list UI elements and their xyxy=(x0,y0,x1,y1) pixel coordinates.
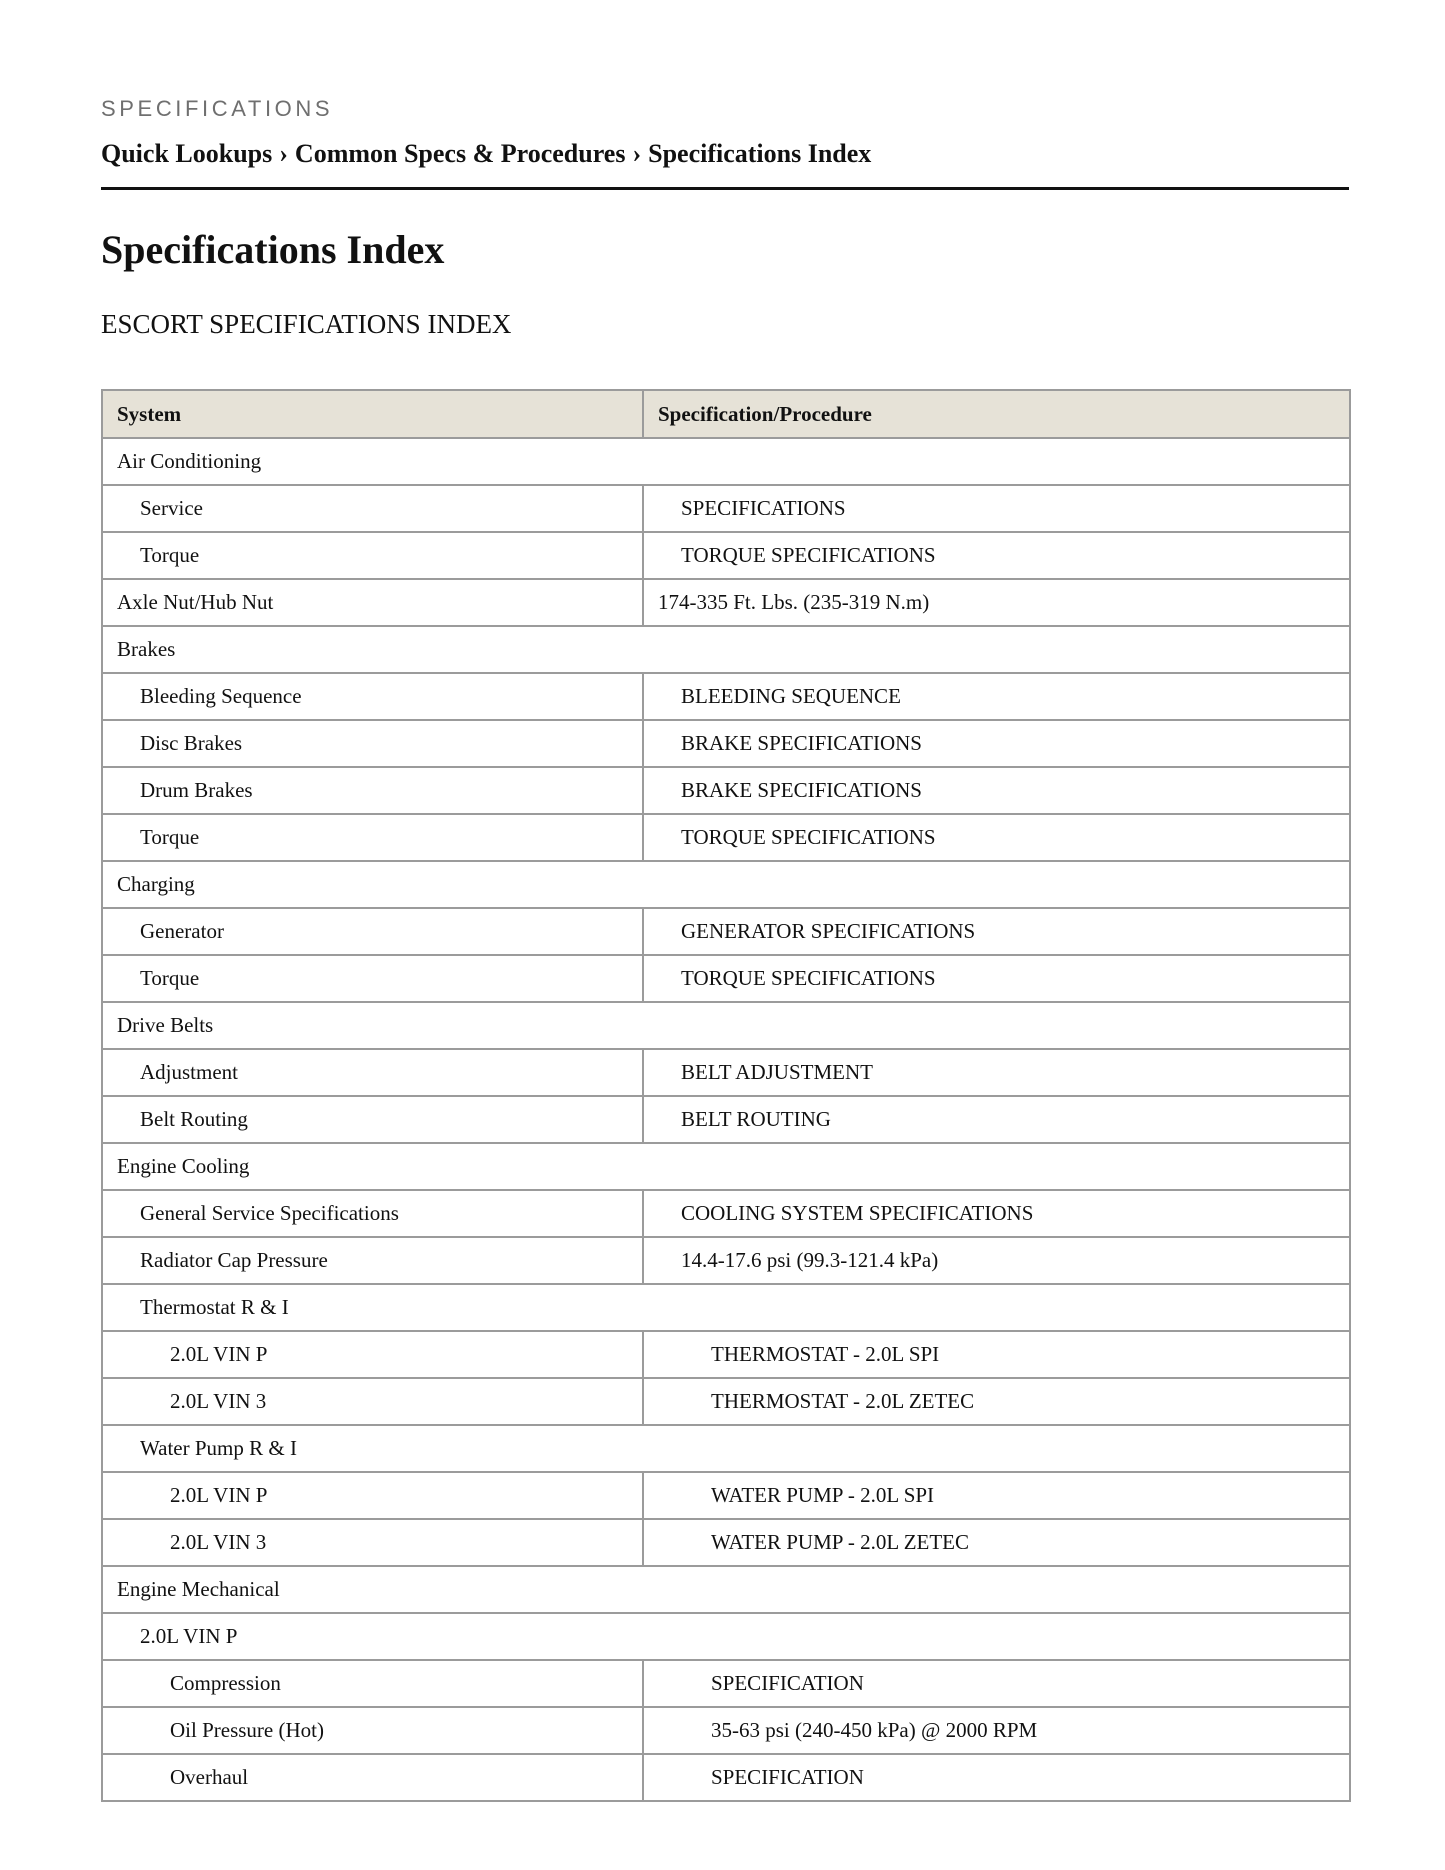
table-row xyxy=(102,1237,1350,1284)
system-cell: Overhaul xyxy=(102,1754,643,1801)
table-row xyxy=(102,767,1350,814)
specification-cell[interactable]: BLEEDING SEQUENCE xyxy=(643,673,1350,720)
specification-cell[interactable]: 14.4-17.6 psi (99.3-121.4 kPa) xyxy=(643,1237,1350,1284)
table-row xyxy=(102,1707,1350,1754)
breadcrumb-separator: › xyxy=(632,139,642,168)
system-cell: Oil Pressure (Hot) xyxy=(102,1707,643,1754)
system-group-cell: Brakes xyxy=(102,626,1350,673)
system-cell: Torque xyxy=(102,955,643,1002)
table-row xyxy=(102,1754,1350,1801)
header-divider xyxy=(101,187,1349,190)
table-row xyxy=(102,438,1350,485)
specification-cell[interactable]: GENERATOR SPECIFICATIONS xyxy=(643,908,1350,955)
table-row xyxy=(102,861,1350,908)
system-group-cell: Charging xyxy=(102,861,1350,908)
system-cell: Generator xyxy=(102,908,643,955)
table-row xyxy=(102,1284,1350,1331)
specification-cell[interactable]: BELT ADJUSTMENT xyxy=(643,1049,1350,1096)
system-cell: Service xyxy=(102,485,643,532)
system-cell: 2.0L VIN P xyxy=(102,1331,643,1378)
table-row xyxy=(102,532,1350,579)
system-group-cell: Engine Cooling xyxy=(102,1143,1350,1190)
system-cell: Bleeding Sequence xyxy=(102,673,643,720)
table-row xyxy=(102,1143,1350,1190)
column-header-system: System xyxy=(102,390,643,438)
table-row xyxy=(102,955,1350,1002)
specification-cell[interactable]: THERMOSTAT - 2.0L ZETEC xyxy=(643,1378,1350,1425)
specification-cell[interactable]: WATER PUMP - 2.0L SPI xyxy=(643,1472,1350,1519)
table-header-row xyxy=(102,390,1350,438)
table-row xyxy=(102,1096,1350,1143)
table-row xyxy=(102,673,1350,720)
breadcrumb-separator: › xyxy=(279,139,288,168)
specification-cell[interactable]: COOLING SYSTEM SPECIFICATIONS xyxy=(643,1190,1350,1237)
specification-cell[interactable]: BRAKE SPECIFICATIONS xyxy=(643,767,1350,814)
table-row xyxy=(102,1331,1350,1378)
system-cell: 2.0L VIN 3 xyxy=(102,1378,643,1425)
system-cell: 2.0L VIN P xyxy=(102,1472,643,1519)
table-row xyxy=(102,908,1350,955)
system-group-cell: Thermostat R & I xyxy=(102,1284,1350,1331)
specification-cell[interactable]: SPECIFICATION xyxy=(643,1754,1350,1801)
specification-cell[interactable]: THERMOSTAT - 2.0L SPI xyxy=(643,1331,1350,1378)
table-row xyxy=(102,579,1350,626)
table-body xyxy=(102,438,1350,1801)
system-group-cell: 2.0L VIN P xyxy=(102,1613,1350,1660)
breadcrumb-item-common-specs[interactable]: Common Specs & Procedures xyxy=(294,139,626,168)
specification-cell[interactable]: TORQUE SPECIFICATIONS xyxy=(643,814,1350,861)
table-row xyxy=(102,485,1350,532)
system-group-cell: Air Conditioning xyxy=(102,438,1350,485)
column-header-specification: Specification/Procedure xyxy=(643,390,1350,438)
table-row xyxy=(102,1660,1350,1707)
table-row xyxy=(102,1002,1350,1049)
breadcrumb-item-specifications-index: Specifications Index xyxy=(648,139,872,168)
specification-cell[interactable]: BRAKE SPECIFICATIONS xyxy=(643,720,1350,767)
system-cell: Drum Brakes xyxy=(102,767,643,814)
specification-cell[interactable]: SPECIFICATION xyxy=(643,1660,1350,1707)
specification-cell[interactable]: WATER PUMP - 2.0L ZETEC xyxy=(643,1519,1350,1566)
specifications-table xyxy=(101,389,1351,1802)
system-cell: Compression xyxy=(102,1660,643,1707)
page-title: Specifications Index xyxy=(101,227,445,272)
specification-cell[interactable]: 35-63 psi (240-450 kPa) @ 2000 RPM xyxy=(643,1707,1350,1754)
specification-cell[interactable]: TORQUE SPECIFICATIONS xyxy=(643,532,1350,579)
page-subtitle: ESCORT SPECIFICATIONS INDEX xyxy=(101,309,512,339)
table-row xyxy=(102,1519,1350,1566)
system-group-cell: Water Pump R & I xyxy=(102,1425,1350,1472)
system-cell: Radiator Cap Pressure xyxy=(102,1237,643,1284)
system-cell: 2.0L VIN 3 xyxy=(102,1519,643,1566)
table-row xyxy=(102,1613,1350,1660)
system-cell: Torque xyxy=(102,532,643,579)
specification-cell[interactable]: BELT ROUTING xyxy=(643,1096,1350,1143)
table-row xyxy=(102,1190,1350,1237)
system-cell: Disc Brakes xyxy=(102,720,643,767)
system-group-cell: Engine Mechanical xyxy=(102,1566,1350,1613)
table-row xyxy=(102,814,1350,861)
specification-cell[interactable]: TORQUE SPECIFICATIONS xyxy=(643,955,1350,1002)
table-row xyxy=(102,1472,1350,1519)
system-cell: Belt Routing xyxy=(102,1096,643,1143)
breadcrumb xyxy=(101,138,871,170)
system-cell: Torque xyxy=(102,814,643,861)
table-row xyxy=(102,626,1350,673)
system-cell: Adjustment xyxy=(102,1049,643,1096)
breadcrumb-item-quick-lookups[interactable]: Quick Lookups xyxy=(101,139,273,168)
specification-cell[interactable]: SPECIFICATIONS xyxy=(643,485,1350,532)
system-cell: Axle Nut/Hub Nut xyxy=(102,579,643,626)
table-row xyxy=(102,1378,1350,1425)
table-row xyxy=(102,1049,1350,1096)
section-label: SPECIFICATIONS xyxy=(101,96,334,121)
system-group-cell: Drive Belts xyxy=(102,1002,1350,1049)
table-row xyxy=(102,1425,1350,1472)
table-row xyxy=(102,1566,1350,1613)
table-row xyxy=(102,720,1350,767)
specification-cell[interactable]: 174-335 Ft. Lbs. (235-319 N.m) xyxy=(643,579,1350,626)
system-cell: General Service Specifications xyxy=(102,1190,643,1237)
